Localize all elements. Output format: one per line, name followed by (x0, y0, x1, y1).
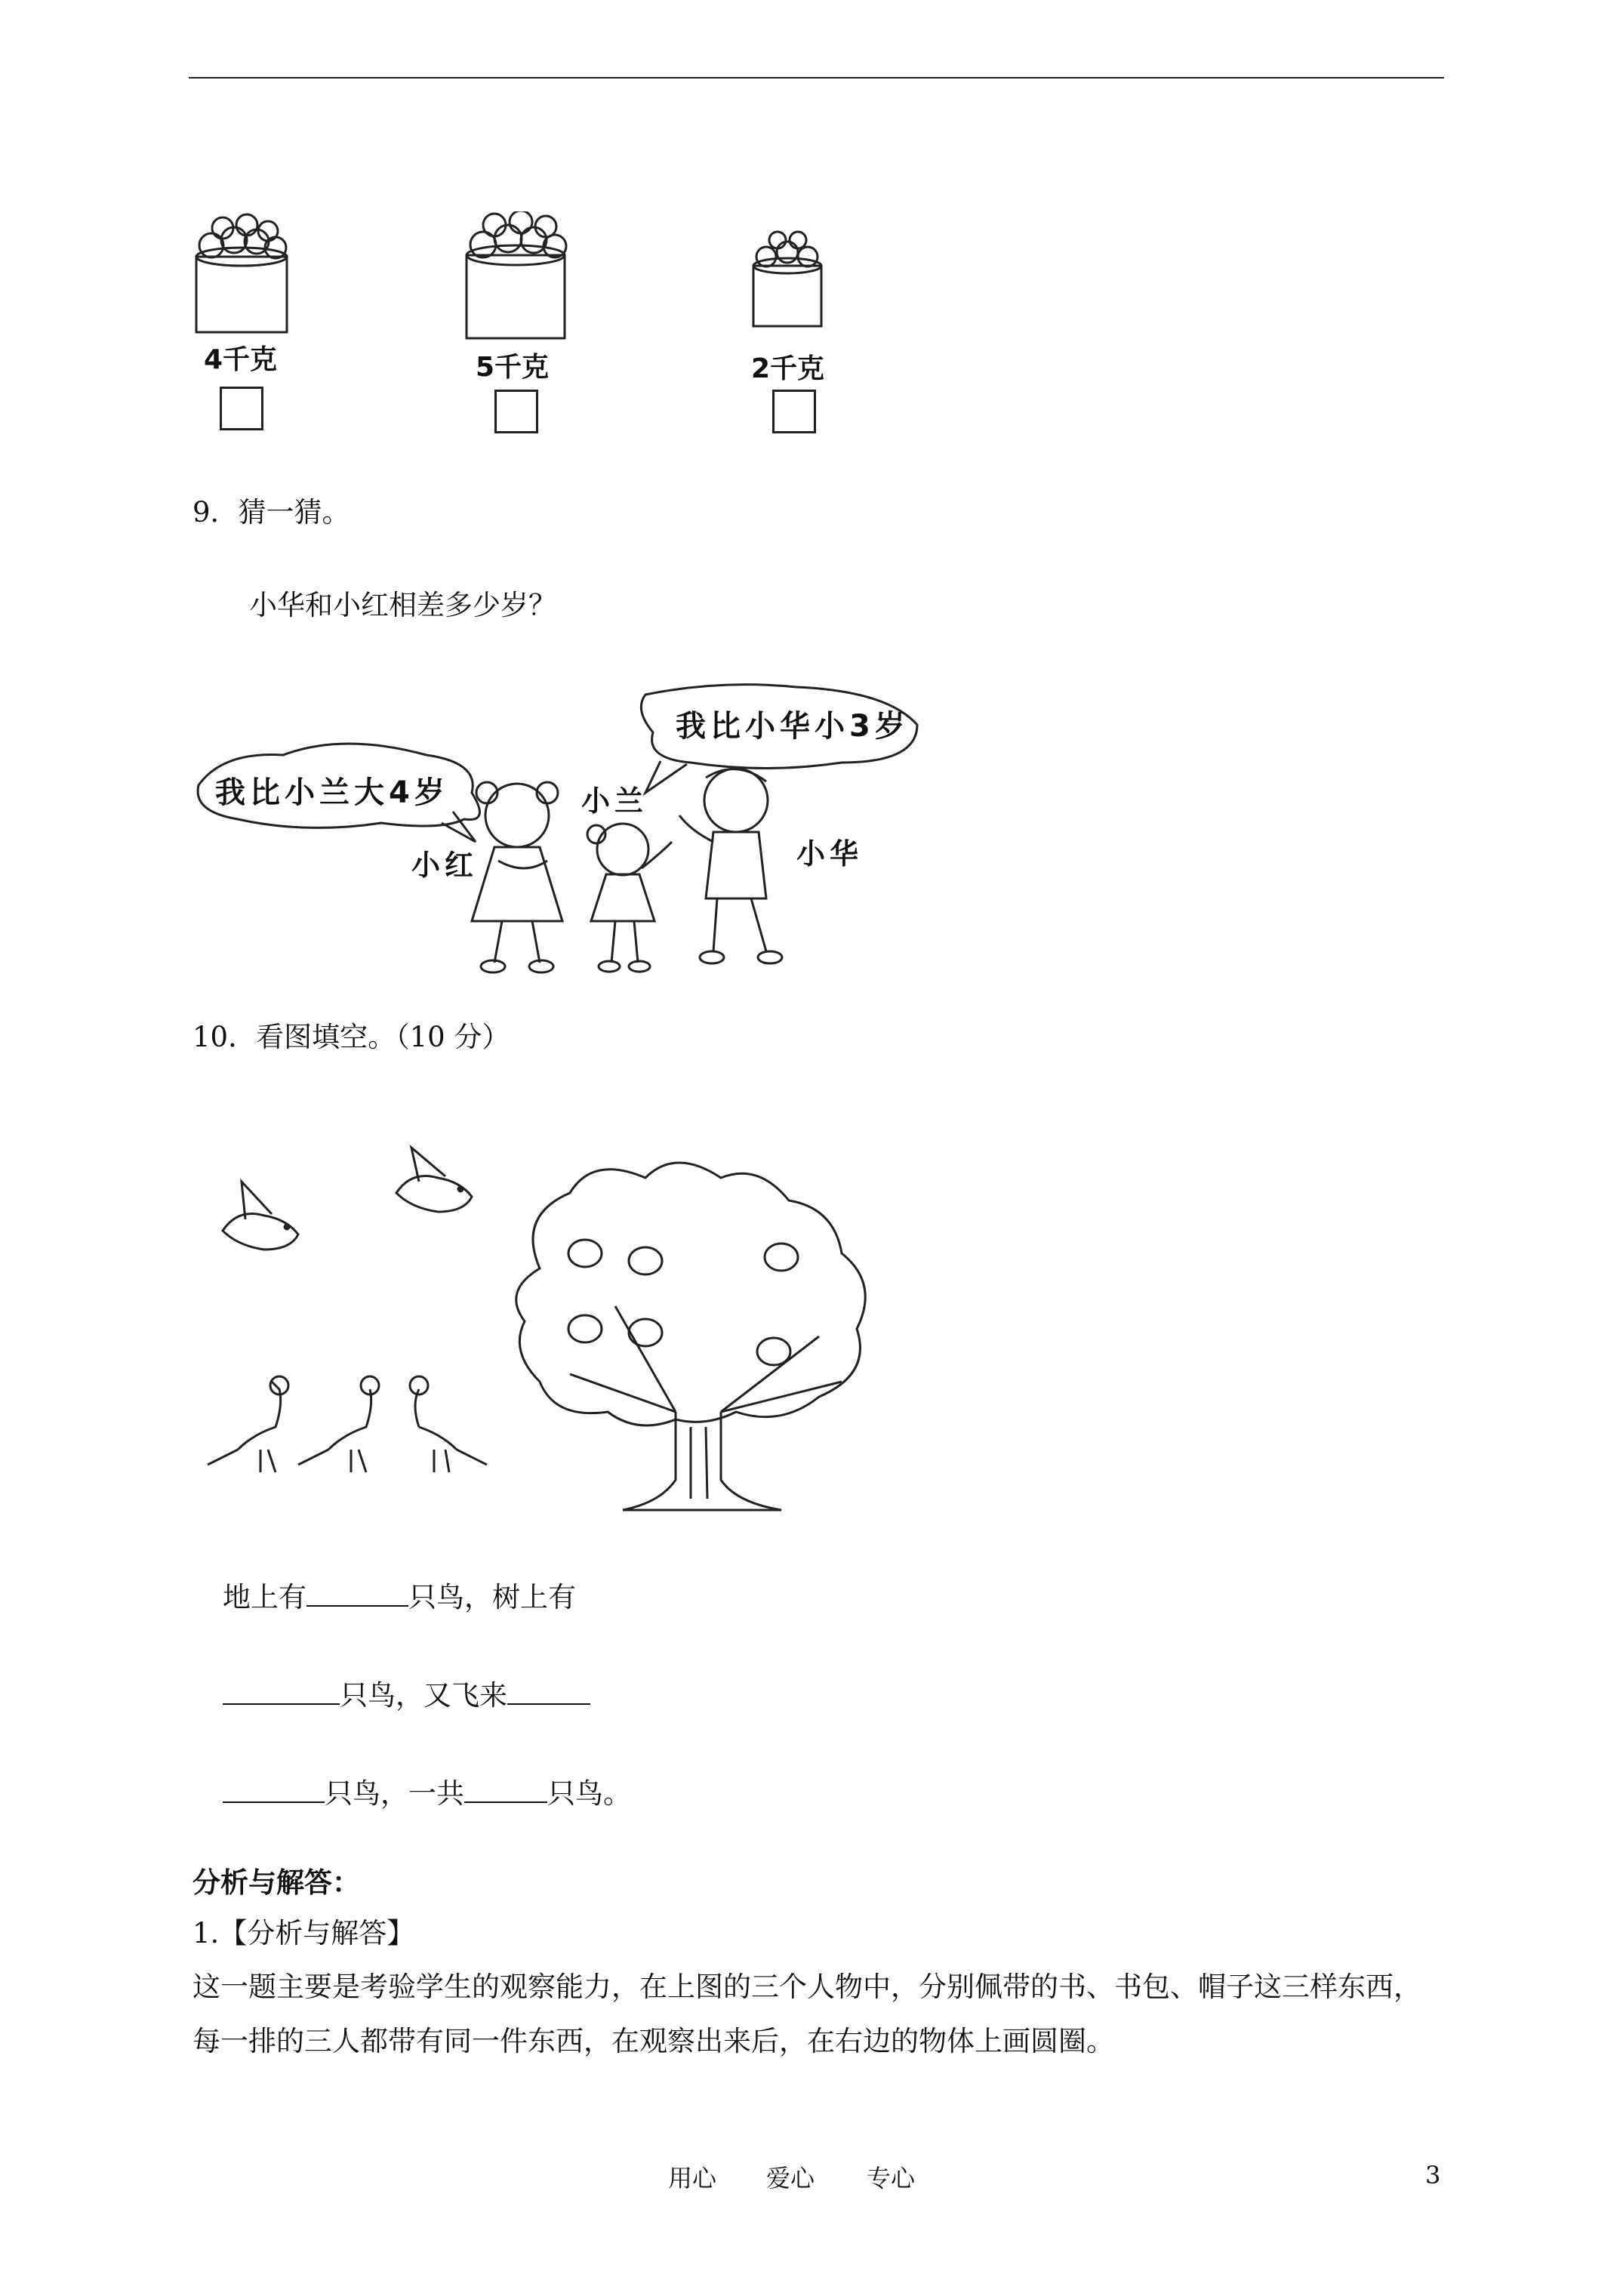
q9-question: 小华和小红相差多少岁？ (249, 589, 556, 621)
answer-box-3[interactable] (772, 390, 816, 433)
blank-ground-birds[interactable] (306, 1583, 408, 1607)
q10-line1-text-b: 只鸟，树上有 (408, 1581, 576, 1613)
blank-flying-birds-2[interactable] (223, 1779, 325, 1803)
page-number: 3 (1425, 2161, 1441, 2190)
q9-title: 9．猜一猜。 (192, 496, 350, 529)
q10-title: 10．看图填空。（10 分） (192, 1021, 510, 1053)
name-label-xiaohua: 小华 (796, 837, 864, 871)
q10-line3 (223, 1776, 631, 1812)
q10-line2-text-a: 只鸟，又飞来 (340, 1679, 507, 1712)
q10-line2 (223, 1678, 590, 1714)
blank-tree-birds[interactable] (223, 1681, 340, 1705)
q10-line1-text-a: 地上有 (223, 1581, 306, 1613)
q10-line3-text-b: 只鸟。 (547, 1777, 631, 1810)
analysis-heading: 分析与解答： (192, 1866, 360, 1899)
bubble-text-left: 我比小兰大4岁 (215, 775, 449, 810)
answer-box-2[interactable] (494, 390, 538, 433)
q10-line3-text-a: 只鸟，一共 (325, 1777, 464, 1810)
age-puzzle-figure (192, 680, 925, 978)
footer-slogan-2: 爱心 (766, 2164, 815, 2193)
birds-figure (192, 1125, 895, 1525)
bubble-text-right: 我比小华小3岁 (676, 709, 910, 744)
basket-label-2: 5千克 (476, 352, 550, 383)
answer-box-1[interactable] (220, 387, 263, 430)
header-rule (189, 77, 1444, 79)
birds-tree-illustration (192, 1125, 895, 1525)
analysis-item1-line2: 每一排的三人都带有同一件东西，在观察出来后，在右边的物体上画圆圈。 (192, 2025, 1114, 2057)
blank-flying-birds-1[interactable] (507, 1681, 590, 1705)
analysis-item1-line1: 这一题主要是考验学生的观察能力，在上图的三个人物中，分别佩带的书、书包、帽子这三样东西， (192, 1971, 1421, 2003)
name-label-xiaolan: 小兰 (581, 784, 648, 818)
basket-label-1: 4千克 (204, 344, 278, 375)
analysis-item1-title: 1.【分析与解答】 (192, 1917, 415, 1949)
apple-baskets-figure (192, 211, 827, 438)
basket-label-3: 2千克 (751, 353, 825, 384)
footer-slogan-1: 用心 (668, 2164, 717, 2193)
name-label-xiaohong: 小红 (411, 849, 479, 882)
blank-total-birds[interactable] (464, 1779, 547, 1803)
q10-line1 (223, 1579, 576, 1616)
footer-slogan-3: 专心 (867, 2164, 916, 2193)
